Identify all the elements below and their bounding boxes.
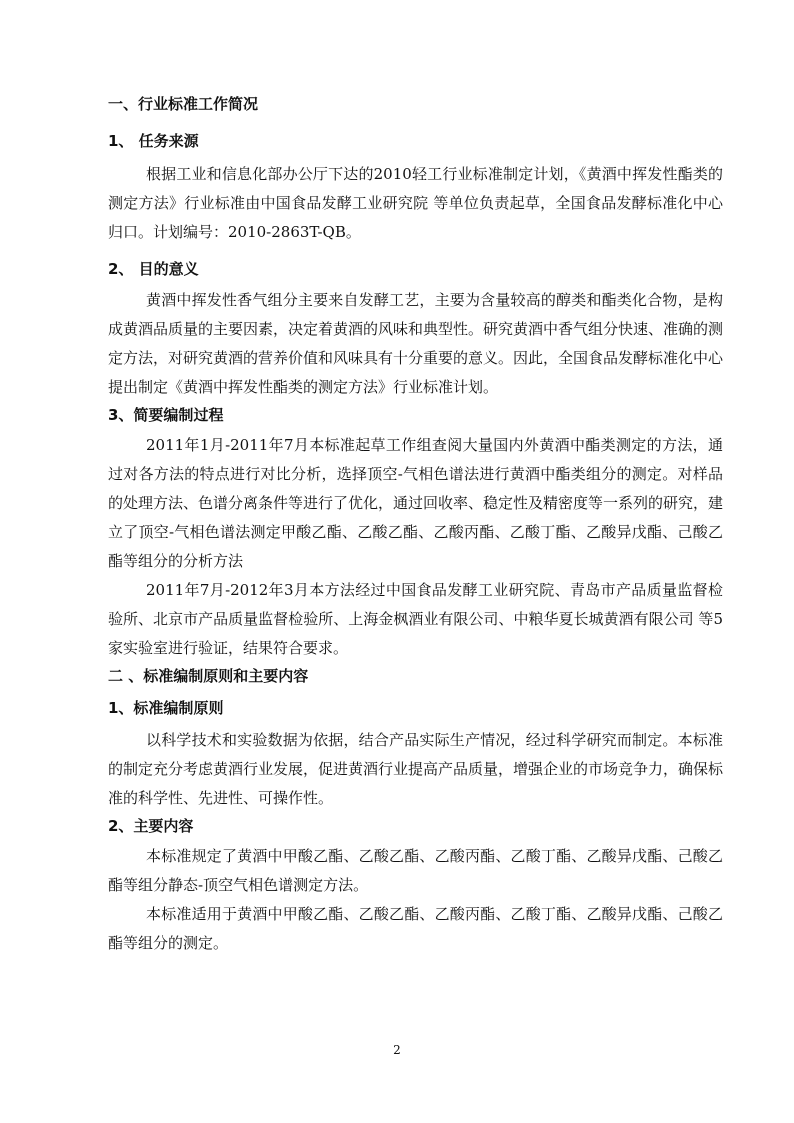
main-content-paragraph-1: 本标准规定了黄酒中甲酸乙酯、乙酸乙酯、乙酸丙酯、乙酸丁酯、乙酸异戊酯、己酸乙酯等组分静态-顶空气相色谱测定方法。 — [108, 847, 723, 894]
section-1-heading: 一、行业标准工作简况 — [108, 95, 259, 113]
drafting-process-heading: 3、简要编制过程 — [108, 406, 224, 424]
task-source-paragraph: 根据工业和信息化部办公厅下达的2010轻工行业标准制定计划，《黄酒中挥发性酯类的测定方法》行业标准由中国食品发酵工业研究院 等单位负责起草，全国食品发酵标准化中心归口。计划编号：2010-2863T-QB。 — [108, 165, 723, 241]
principles-paragraph: 以科学技术和实验数据为依据，结合产品实际生产情况，经过科学研究而制定。本标准的制定充分考虑黄酒行业发展，促进黄酒行业提高产品质量，增强企业的市场竞争力，确保标准的科学性、先进性、可操作性。 — [108, 731, 724, 807]
purpose-heading: 2、 目的意义 — [108, 260, 199, 278]
main-content-paragraph-2: 本标准适用于黄酒中甲酸乙酯、乙酸乙酯、乙酸丙酯、乙酸丁酯、乙酸异戊酯、己酸乙酯等组分的测定。 — [108, 905, 723, 952]
drafting-process-paragraph-1: 2011年1月-2011年7月本标准起草工作组查阅大量国内外黄酒中酯类测定的方法，通过对各方法的特点进行对比分析，选择顶空-气相色谱法进行黄酒中酯类组分的测定。对样品的处理方法、色谱分离条件等进行了优化，通过回收率、稳定性及精密度等一系列的研究，建立了顶空-气相色谱法测定甲酸乙酯、乙酸乙酯、乙酸丙酯、乙酸丁酯、乙酸异戊酯、己酸乙酯等组分的分析方法 — [108, 436, 724, 570]
section-2-heading: 二 、标准编制原则和主要内容 — [108, 667, 309, 685]
page-number: 2 — [393, 1043, 401, 1057]
task-source-heading: 1、 任务来源 — [108, 132, 199, 150]
drafting-process-paragraph-2: 2011年7月-2012年3月本方法经过中国食品发酵工业研究院、青岛市产品质量监督检验所、北京市产品质量监督检验所、上海金枫酒业有限公司、中粮华夏长城黄酒有限公司 等5家实验室进行验证，结果符合要求。 — [108, 581, 723, 657]
purpose-paragraph: 黄酒中挥发性香气组分主要来自发酵工艺，主要为含量较高的醇类和酯类化合物，是构成黄酒品质量的主要因素，决定着黄酒的风味和典型性。研究黄酒中香气组分快速、准确的测定方法，对研究黄酒的营养价值和风味具有十分重要的意义。因此，全国食品发酵标准化中心提出制定《黄酒中挥发性酯类的测定方法》行业标准计划。 — [108, 291, 724, 396]
main-content-heading: 2、主要内容 — [108, 817, 194, 835]
principles-heading: 1、标准编制原则 — [108, 699, 224, 717]
